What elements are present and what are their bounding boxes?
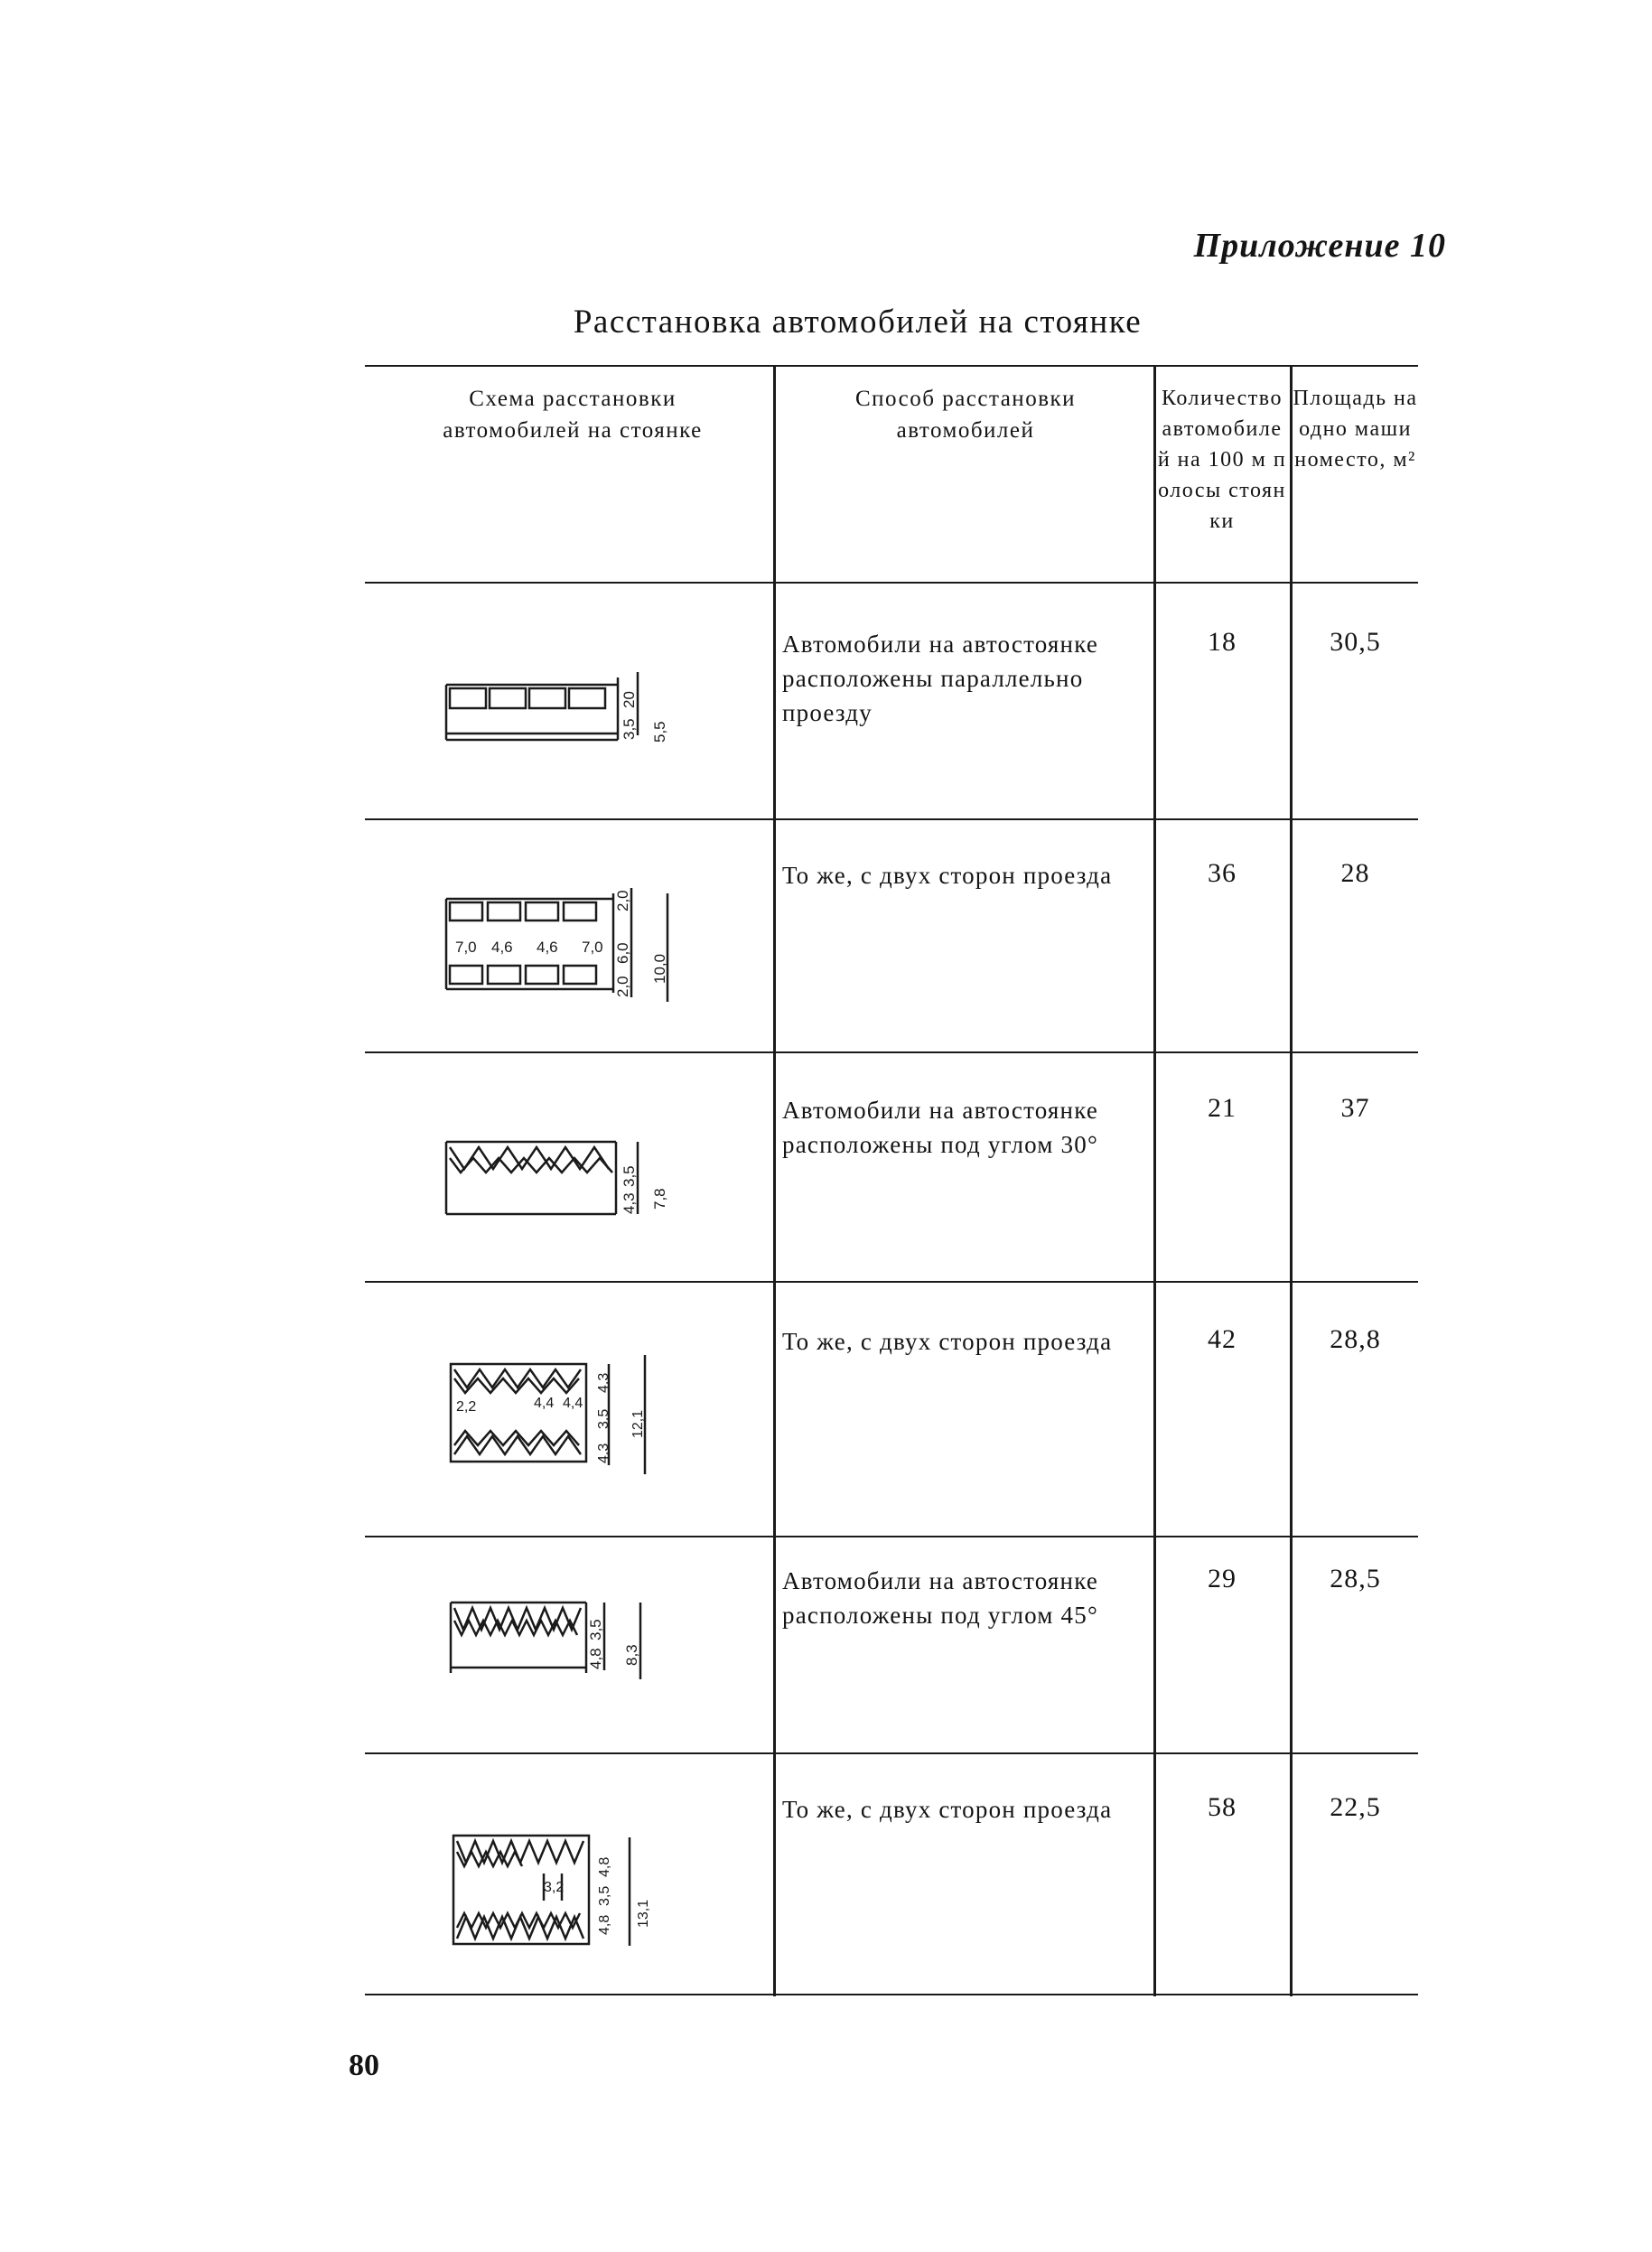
row-4-count: 42 — [1208, 1324, 1237, 1354]
row-rule — [365, 1752, 1418, 1754]
dim-label: 3,2 — [544, 1880, 565, 1895]
row-1-area: 30,5 — [1330, 627, 1381, 657]
row-rule — [365, 1536, 1418, 1537]
page-number: 80 — [349, 2049, 379, 2082]
dim-label: 4,4 — [534, 1396, 555, 1411]
dim-label: 6,0 — [614, 942, 631, 964]
row-6-area: 22,5 — [1330, 1792, 1381, 1822]
scheme-parallel-two-sides — [437, 875, 690, 1020]
scheme-angle-45-two-sides — [444, 1819, 679, 1973]
dim-label: 7,0 — [582, 939, 603, 956]
dim-label: 10,0 — [651, 953, 668, 984]
dim-label: 4,3 — [596, 1372, 611, 1393]
header-area: Площадь на одно машиноместо, м² — [1293, 387, 1418, 472]
header-count: Количество автомобилей на 100 м полосы стоянки — [1157, 387, 1287, 533]
row-2-area: 28 — [1340, 858, 1370, 888]
appendix-label: Приложение 10 — [1193, 227, 1446, 265]
dim-label: 4,3 — [621, 1192, 638, 1214]
dim-label: 4,6 — [537, 939, 558, 956]
dim-label: 4,8 — [597, 1856, 612, 1877]
scheme-parallel-one-side — [437, 654, 672, 771]
row-2-method: То же, с двух сторон проезда — [782, 862, 1113, 889]
row-5-area: 28,5 — [1330, 1564, 1381, 1593]
row-rule — [365, 1051, 1418, 1053]
dim-label: 3,5 — [596, 1408, 611, 1429]
row-4-method: То же, с двух сторон проезда — [782, 1328, 1113, 1355]
header-scheme: Схема расстановки автомобилей на стоянке — [443, 387, 703, 443]
row-6-count: 58 — [1208, 1792, 1237, 1822]
row-3-method: Автомобили на автостоянке расположены под углом 30° — [782, 1097, 1099, 1158]
row-6-method: То же, с двух сторон проезда — [782, 1796, 1113, 1823]
row-5-method: Автомобили на автостоянке расположены под углом 45° — [782, 1567, 1099, 1629]
dim-label: 3,5 — [621, 718, 638, 740]
dim-label: 3,5 — [597, 1885, 612, 1906]
dim-label: 4,3 — [596, 1443, 611, 1463]
table-top-rule — [365, 365, 1418, 367]
dim-label: 2,0 — [614, 890, 631, 911]
column-divider — [773, 365, 776, 1996]
scheme-angle-45-one-side — [442, 1584, 677, 1702]
table-bottom-rule — [365, 1994, 1418, 1995]
row-3-count: 21 — [1208, 1093, 1237, 1123]
dim-label: 4,4 — [563, 1396, 583, 1411]
dim-label: 5,5 — [651, 721, 668, 743]
column-divider — [1153, 365, 1156, 1996]
row-2-count: 36 — [1208, 858, 1237, 888]
dim-label: 2,2 — [456, 1399, 477, 1415]
dim-label: 3,5 — [587, 1619, 604, 1640]
column-divider — [1290, 365, 1293, 1996]
dim-label: 4,6 — [491, 939, 513, 956]
row-4-area: 28,8 — [1330, 1324, 1381, 1354]
row-3-area: 37 — [1340, 1093, 1370, 1123]
header-method: Способ расстановки автомобилей — [854, 387, 1077, 443]
row-1-count: 18 — [1208, 627, 1237, 657]
row-1-method: Автомобили на автостоянке расположены параллельно проезду — [782, 631, 1099, 726]
dim-label: 4,8 — [597, 1914, 612, 1935]
scheme-angle-30-two-sides — [442, 1348, 677, 1492]
dim-label: 12,1 — [630, 1409, 646, 1438]
row-rule — [365, 818, 1418, 820]
dim-label: 2,0 — [614, 976, 631, 997]
page-title: Расстановка автомобилей на стоянке — [573, 304, 1143, 341]
dim-label: 4,8 — [587, 1648, 604, 1669]
dim-label: 7,0 — [455, 939, 477, 956]
header-bottom-rule — [365, 582, 1418, 584]
scheme-angle-30-one-side — [437, 1124, 672, 1241]
row-5-count: 29 — [1208, 1564, 1237, 1593]
dim-label: 7,8 — [651, 1188, 668, 1210]
row-rule — [365, 1281, 1418, 1283]
dim-label: 3,5 — [621, 1165, 638, 1187]
dim-label: 20 — [621, 691, 638, 708]
dim-label: 8,3 — [623, 1644, 640, 1666]
dim-label: 13,1 — [636, 1899, 651, 1928]
